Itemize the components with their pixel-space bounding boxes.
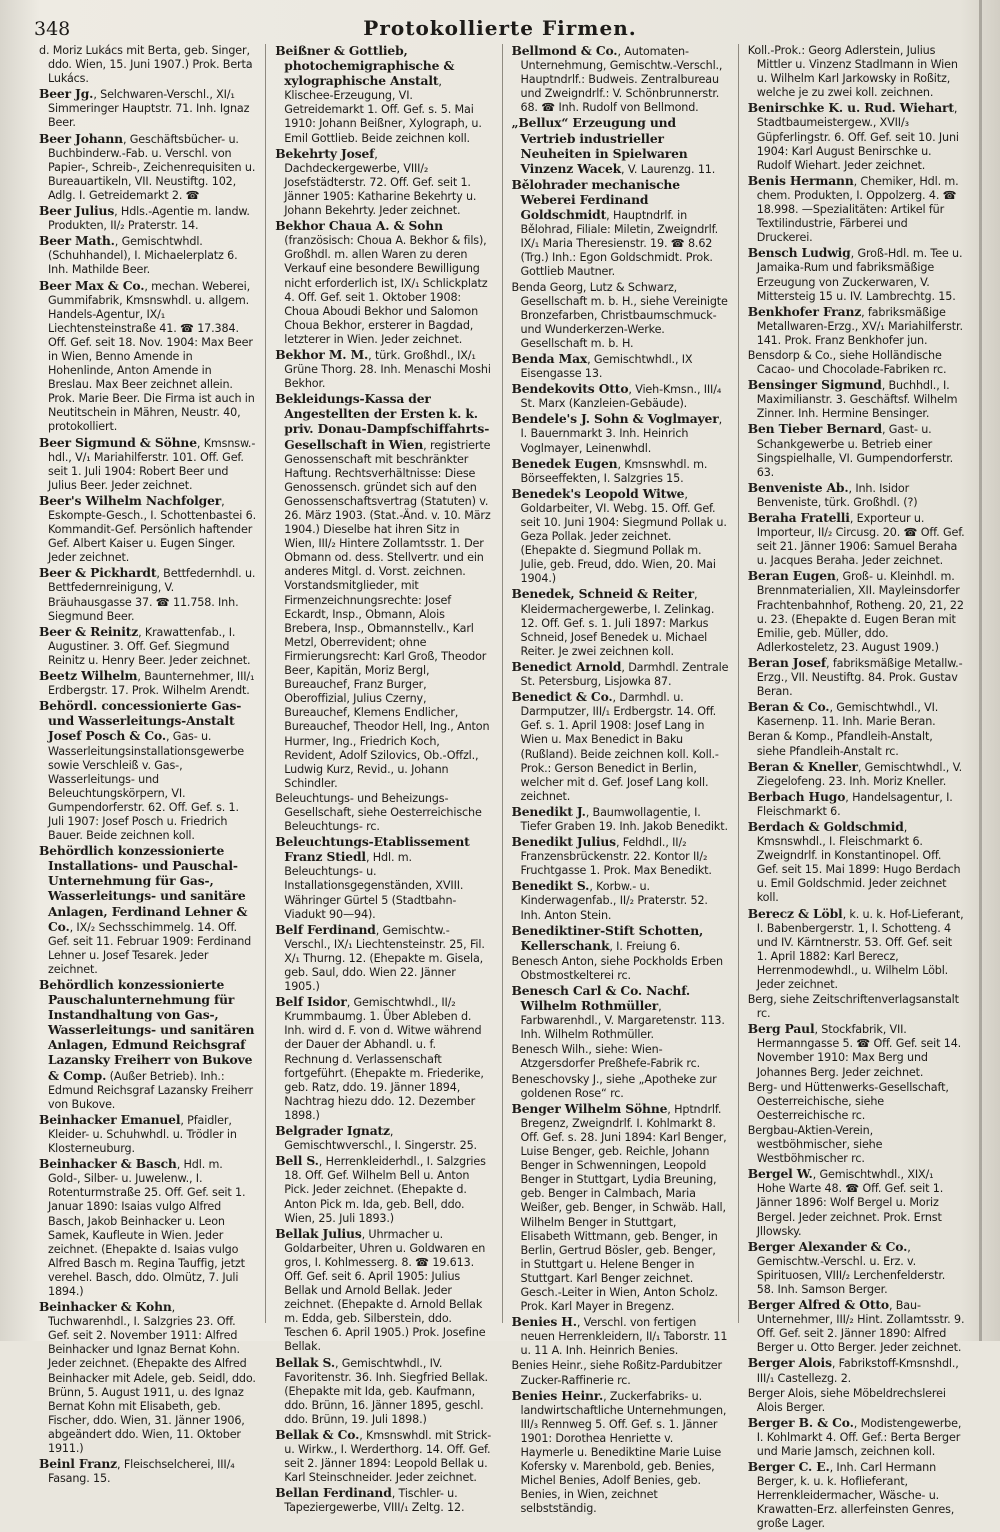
directory-entry (512, 1043, 729, 1071)
entry-details: , Selchwaren-Verschl., XI/₁ Simmeringer Hauptstr. 71. Inh. Ignaz Beer. (48, 88, 250, 130)
entry-details: Berger Alois, siehe Möbeldrechslerei Alois Berger. (747, 1386, 946, 1414)
entry-details: , Hptndrlf. Bregenz, Zweigndrlf. I. Kohlmarkt 8. Off. Gef. s. 28. Juni 1894: Karl Benger, Luise Benger, geb. Reichle, Johann Benger in Schwenningen, Leopold Benger in Stuttgart, Lydia Breuning, geb. Benger in Calmbach, Maria Weißer, geb. Benger, in Schwäb. Hall, Wilhelm Benger in Stuttgart, Elisabeth Wittmann, geb. Benger, in Berlin, Gertrud Bösler, geb. Benger, in Stuttgart u. Helene Benger in Stuttgart. Karl Benger zeichnet. Gesch.-Leiter in Wien, Anton Scholz. Prok. Karl Mayer in Bregenz. (520, 1102, 727, 1314)
directory-entry (512, 879, 729, 922)
entry-details: , Gemischtwhdl., XIX/₁ Hohe Warte 48. ☎ Off. Gef. seit 1. Jänner 1896: Wolf Bergel u. Moriz Bergel. Jeder zeichnet. Prok. Ernst Jllowsky. (756, 1168, 944, 1238)
column-3 (503, 43, 739, 1516)
firm-name: Bensch Ludwig (747, 245, 851, 261)
entry-details: d. Moriz Lukács mit Berta, geb. Singer, ddo. Wien, 15. Juni 1907.) Prok. Berta Lukács. (39, 44, 253, 86)
directory-entry (275, 792, 492, 834)
directory-entry (39, 699, 256, 843)
directory-entry (748, 1022, 965, 1079)
firm-name: Beinhacker & Kohn (39, 1299, 172, 1315)
firm-name: Bekleidungs-Kassa der Angestellten der Ersten k. k. priv. Donau-Dampfschiffahrts-Gesellschaft in Wien (275, 391, 490, 452)
firm-name: Bellak & Co. (275, 1427, 360, 1442)
firm-name: Beer Johann (39, 130, 123, 146)
entry-details: , Klischee-Erzeugung, VI. Getreidemarkt 1. Off. Gef. s. 5. Mai 1910: Johann Beißner, Xylograph, u. Emil Gottlieb. Beide zeichnen koll. (284, 75, 482, 145)
directory-entry (748, 790, 965, 819)
entry-details: , Gemischtwhdl., V. Ziegelofeng. 23. Inh. Moriz Kneller. (756, 760, 963, 788)
entry-details: , Gemischtwhdl. (Schuhhandel), I. Michaelerplatz 6. Inh. Mathilde Beer. (48, 235, 238, 277)
entry-details: , Buchhdl., I. Maximilianstr. 3. Geschäftsf. Wilhelm Zinner. Inh. Hermine Bensinger. (756, 379, 958, 421)
directory-entry (748, 1124, 965, 1166)
directory-entry (39, 625, 256, 668)
firm-name: Belgrader Ignatz (275, 1123, 390, 1139)
firm-name: Benedict Arnold (511, 658, 622, 674)
directory-entry (748, 349, 965, 377)
firm-name: Belf Ferdinand (275, 921, 376, 937)
firm-name: Bellak S. (275, 1354, 335, 1370)
entry-details: , Stockfabrik, VII. Hermanngasse 5. ☎ Off. Gef. seit 14. November 1910: Max Berg und Johannes Berg. Jeder zeichnet. (756, 1023, 962, 1079)
entry-details: , k. u. k. Hof-Lieferant, I. Babenbergerstr. 1, I. Schotteng. 4 und IV. Kärntnerstr. 53. Off. Gef. seit 1. April 1882: Karl Berecz, Herrenmodewhdl., u. Wilhelm Löbl. Jeder zeichnet. (756, 907, 964, 991)
firm-name: Benkhofer Franz (747, 303, 862, 319)
directory-entry (512, 44, 729, 115)
entry-details: , Exporteur u. Importeur, II/₂ Circusg. 20. ☎ Off. Gef. seit 21. Jänner 1906: Samuel Beraha u. Jacques Beraha. Jeder zeichnet. (756, 512, 965, 568)
entry-details: , Chemiker, Hdl. m. chem. Produkten, I. Oppolzerg. 4. ☎ 18.998. —Spezialitäten: Artikel für Textilindustrie, Färberei und Druckerei. (756, 174, 959, 245)
entry-details: , Gemischtwhdl., VI. Kasernenp. 11. Inh. Marie Beran. (756, 701, 939, 729)
entry-details: , Groß-Hdl. m. Tee u. Jamaika-Rum und fabriksmäßige Erzeugung von Zuckerwaren, V. Mittersteig 15 u. IV. Lambrechtg. 15. (756, 247, 963, 303)
directory-entry (275, 1227, 492, 1355)
entry-details: , Gas- u. Wasserleitungsinstallationsgewerbe sowie Verschleiß v. Gas-, Wasserleitungs- und Beleuchtungskörpern, VI. Gumpendorferstr. 62. Off. Gef. s. 1. Juli 1907: Josef Posch u. Friedrich Bauer. Beide zeichnen koll. (48, 730, 245, 843)
entry-details: , fabriksmäßige Metallw.-Erzg., VII. Neustiftg. 84. Prok. Gustav Beran. (756, 656, 963, 699)
page-header (34, 14, 966, 44)
entry-details: , Goldarbeiter, VI. Webg. 15. Off. Gef. seit 10. Juni 1904: Siegmund Pollak u. Geza Pollak. Jeder zeichnet. (Ehepakte d. Siegmund Pollak m. Julie, geb. Freud, ddo. Wien, 20. Mai 1904.) (520, 487, 727, 586)
entry-details: , Groß- u. Kleinhdl. m. Brennmaterialien, XII. Mayleinsdorfer Frachtenbahnhof, Rotheng. 20, 21, 22 u. 23. (Ehepakte d. Eugen Beran mit Emilie, geb. Müller, ddo. Adlerkosteletz, 23. August 1909.) (756, 570, 964, 654)
directory-entry (748, 569, 965, 655)
firm-name: Benies Heinr. (511, 1387, 604, 1403)
firm-name: Bekhor Chaua A. & Sohn (275, 218, 443, 234)
entry-details: , mechan. Weberei, Gummifabrik, Kmsnswhdl. u. allgem. Handels-Agentur, IX/₁ Liechtensteinstraße 41. ☎ 17.384. Off. Gef. seit 18. Nov. 1904: Max Beer in Wien, Benno Amende in Hohenlinde, Anton Amende in Breslau. Max Beer zeichnet allein. Prok. Marie Beer. Die Firma ist auch in Neutitschein in Mähren, Neustr. 40, protokolliert. (48, 279, 255, 434)
firm-name: Bell S. (275, 1153, 319, 1169)
firm-name: Beran & Kneller (747, 758, 858, 774)
directory-entry (39, 1457, 256, 1486)
directory-entry (275, 995, 492, 1123)
entry-details: , Pfaidler, Kleider- u. Schuhwhdl. u. Trödler in Klosterneuburg. (48, 1113, 237, 1156)
directory-entry (748, 820, 965, 906)
entry-details: , registrierte Genossenschaft mit beschränkter Haftung. Rechtsverhältnisse: Diese Genossensch. gründet sich auf den Genossenschaftsvertrag (Statuten) v. 26. März 1903. (Stat.-Änd. v. 10. März 1904.) Dieselbe hat ihren Sitz in Wien, III/₂ Hintere Zollamtsstr. 1. Der Obmann od. dess. Stellvertr. und ein anderes Mitgl. d. Vorst. zeichnen. Vorstandsmitglieder, mit Firmenzeichnungsrechte: Josef Eckardt, Insp., Obmann, Alois Brebera, Insp., Obmannstellv., Karl Metzl, Oberrevident; ohne Firmierungsrecht: Karl Groß, Theodor Beer, Kapitän, Moriz Bergl, Bureauchef, Franz Burger, Oberoffizial, Julius Czerny, Bureauchef, Klemens Endlicher, Bureauchef, Theodor Hell, Ing., Anton Hurmer, Ing., Friedrich Koch, Revident, Adolf Szilovics, Ob.-Offzl., Ludwig Kurz, Revid., u. Johann Schindler. (284, 438, 491, 790)
directory-entry (748, 1167, 965, 1238)
firm-name: Berger Alexander & Co. (747, 1238, 908, 1254)
entry-details: Benda Georg, Lutz & Schwarz, Gesellschaft m. b. H., siehe Vereinigte Bronzefarben, Christbaumschmuck- und Wunderkerzen-Werke. Gesellschaft m. b. H. (511, 280, 728, 350)
entry-details: Benesch Wilh., siehe: Wien-Atzgersdorfer Preßhefe-Fabrik rc. (511, 1043, 701, 1071)
entry-details: , Farbwarenhdl., V. Margaretenstr. 113. Inh. Wilhelm Rothmüller. (520, 1000, 725, 1042)
firm-name: Bellak Julius (275, 1225, 362, 1241)
directory-entry (275, 348, 492, 391)
directory-entry (275, 1124, 492, 1153)
page-edge-shadow (979, 0, 982, 1341)
firm-name: Benedikt S. (511, 878, 590, 894)
directory-entry (275, 147, 492, 218)
firm-name: Benedek, Schneid & Reiter (511, 586, 694, 602)
firm-name: Beer Math. (39, 233, 115, 249)
directory-entry (39, 279, 256, 435)
firm-name: Beinhacker Emanuel (39, 1111, 181, 1127)
firm-name: Beer's Wilhelm Nachfolger (39, 492, 222, 508)
directory-entry (748, 1460, 965, 1531)
firm-name: Benedek's Leopold Witwe (511, 485, 685, 501)
firm-name: Beer Sigmund & Söhne (39, 434, 197, 450)
directory-entry (748, 760, 965, 789)
entry-details: , Korbw.- u. Kinderwagenfab., II/₂ Praterstr. 52. Inh. Anton Stein. (520, 880, 708, 922)
columns (30, 43, 974, 1531)
directory-entry (39, 1157, 256, 1299)
entry-details: , Kmsnsw.-hdl., V/₁ Mariahilferstr. 101. Off. Gef. seit 1. Juli 1904: Robert Beer und Julius Beer. Jeder zeichnet. (48, 436, 256, 492)
entry-details: , Geschäftsbücher- u. Buchbinderw.-Fab. u. Verschl. von Papier-, Schreib-, Zeichenrequisiten u. Bureauartikeln, VII. Neustiftg. 102, Adlg. I. Getreidemarkt 2. ☎ (48, 132, 256, 202)
directory-entry (748, 174, 965, 245)
entry-details: , Gemischtw.-Verschl., IX/₁ Liechtensteinstr. 25, Fil. X/₁ Thurng. 12. (Ehepakte m. Gisela, geb. Saul, ddo. Wien 22. Jänner 1905.) (284, 923, 485, 994)
firm-name: Bendekovits Otto (511, 381, 629, 397)
directory-entry (748, 378, 965, 421)
entry-details: , I. Freiung 6. (609, 939, 681, 953)
firm-name: Behördlich konzessionierte Pauschalunternehmung für Instandhaltung von Gas-, Wasserleitungs- und sanitären Anlagen, Edmund Reichsgraf Lazansky Freiherr von Bukove & Comp. (39, 977, 255, 1083)
firm-name: „Bellux“ Erzeugung und Vertrieb industrieller Neuheiten in Spielwaren Vinzenz Wacek (511, 115, 688, 176)
directory-entry (748, 1416, 965, 1459)
directory-entry (748, 305, 965, 348)
directory-entry (512, 1073, 729, 1101)
directory-entry (512, 805, 729, 834)
firm-name: Bergel W. (747, 1166, 813, 1182)
directory-entry (39, 566, 256, 623)
firm-name: Beer Jg. (39, 86, 94, 102)
directory-entry (275, 1154, 492, 1225)
firm-name: Bekhor M. M. (275, 346, 369, 362)
firm-name: Benda Max (511, 350, 588, 366)
entry-details: , Gemischtwhdl., IX Eisengasse 13. (520, 352, 693, 381)
entry-details: , Dachdeckergewerbe, VIII/₂ Josefstädterstr. 72. Off. Gef. seit 1. Jänner 1905: Katharine Bekehrty u. Johann Bekehrty. Jeder zeichnet. (284, 147, 477, 218)
firm-name: Behördl. concessionierte Gas- und Wasserleitungs-Anstalt Josef Posch & Co. (39, 698, 242, 744)
directory-entry (748, 1356, 965, 1385)
entry-details: , Gemischtwhdl., IV. Favoritenstr. 36. Inh. Siegfried Bellak. (Ehepakte mit Ida, geb. Kaufmann, ddo. Brünn, 16. Jänner 1895, geschl. ddo. Brünn, 19. Juli 1898.) (284, 1356, 488, 1426)
firm-name: Beinhacker & Basch (39, 1156, 177, 1172)
directory-entry (275, 1428, 492, 1485)
entry-details: (französisch: Choua A. Bekhor & fils), Großhdl. m. allen Waren zu deren Verkauf eine besondere Bewilligung nicht erforderlich ist, IX/₁ Schlickplatz 4. Off. Gef. seit 1. Oktober 1908: Choua Aboudi Bekhor und Salomon Choua Bekhor, ersterer in Bagdad, letzterer in Wien. Jeder zeichnet. (284, 234, 488, 346)
directory-entry (275, 923, 492, 994)
directory-entry (512, 116, 729, 176)
entry-details: Benesch Anton, siehe Pockholds Erben Obstmostkelterei rc. (511, 954, 723, 982)
directory-entry (512, 1102, 729, 1314)
firm-name: Beer Max & Co. (39, 277, 145, 293)
firm-name: Bellmond & Co. (511, 43, 618, 58)
directory-entry (39, 87, 256, 130)
directory-entry (39, 494, 256, 565)
directory-entry (39, 132, 256, 203)
entry-details: Koll.-Prok.: Georg Adlerstein, Julius Mittler u. Vinzenz Stadlmann in Wien u. Wilhelm Karl Jarkowsky in Roßitz, welche je zu zwei koll. zeichnen. (747, 44, 958, 100)
directory-entry (39, 1300, 256, 1456)
entry-details: , Fabrikstoff-Kmsnshdl., III/₁ Castellezg. 2. (756, 1357, 959, 1385)
directory-entry (512, 457, 729, 486)
directory-entry (512, 587, 729, 658)
page-number: 348 (34, 18, 71, 40)
entry-details: , Kmsnswhdl., I. Fleischmarkt 6. Zweigndrlf. in Konstantinopel. Off. Gef. seit 15. Mai 1899: Hugo Berdach u. Emil Goldschmid. Jeder zeichnet koll. (756, 820, 961, 905)
firm-name: Benediktiner-Stift Schotten, Kellerschank (511, 922, 704, 953)
directory-entry (39, 204, 256, 233)
firm-name: Beraha Fratelli (747, 510, 850, 525)
entry-details: , Baumwollagentie, I. Tiefer Graben 19. Inh. Jakob Benedikt. (520, 805, 728, 833)
entry-details: (Außer Betrieb). Inh.: Edmund Reichsgraf Lazansky Freiherr von Bukove. (48, 1069, 253, 1111)
entry-details: , Uhrmacher u. Goldarbeiter, Uhren u. Goldwaren en gros, I. Kohlmesserg. 8. ☎ 19.613. Off. Gef. seit 6. April 1905: Julius Bellak und Arnold Bellak. Jeder zeichnet. (Ehepakte d. Arnold Bellak m. Edda, geb. Silberstein, ddo. Teschen 6. April 1905.) Prok. Josefine Bellak. (284, 1227, 486, 1354)
directory-entry (512, 690, 729, 804)
directory-entry (275, 44, 492, 146)
entry-details: Beneschovsky J., siehe „Apotheke zur goldenen Rose“ rc. (511, 1072, 717, 1100)
firm-name: Beer & Pickhardt (39, 565, 157, 581)
entry-details: , Fleischselcherei, III/₄ Fasang. 15. (48, 1458, 235, 1486)
entry-details: Bergbau-Aktien-Verein, westböhmischer, siehe Westböhmischer rc. (747, 1123, 883, 1166)
directory-entry (512, 924, 729, 954)
entry-details: , fabriksmäßige Metallwaren-Erzg., XV/₁ Mariahilferstr. 141. Prok. Franz Benkhofer jun. (756, 305, 963, 347)
entry-details: , Gemischtwhdl., II/₂ Krummbaumg. 1. Über Ableben d. Inh. wird d. F. von d. Witwe während der Dauer der Abhandl. u. f. Rechnung d. Verlassenschaft fortgeführt. (Ehepakte m. Friederike, geb. Ratz, ddo. 19. Jänner 1894, Nachtrag hiezu ddo. 12. Dezember 1898.) (284, 996, 484, 1122)
directory-entry (512, 178, 729, 280)
directory-entry (39, 669, 256, 698)
entry-details: Beran & Komp., Pfandleih-Anstalt, siehe Pfandleih-Anstalt rc. (747, 730, 933, 758)
entry-details: Benies Heinr., siehe Roßitz-Pardubitzer Zucker-Raffinerie rc. (511, 1359, 722, 1387)
entry-details: , Kmsnswhdl. m. Börseeffekten, I. Salzgries 15. (520, 457, 708, 485)
entry-details: , Stadtbaumeistergew., XVII/₃ Güpferlingstr. 6. Off. Gef. seit 10. Juni 1904: Karl August Benirschke u. Rudolf Wiehart. Jeder zeichnet. (756, 102, 959, 172)
directory-entry (512, 352, 729, 381)
entry-details: , Gast- u. Schankgewerbe u. Betrieb einer Singspielhalle, VI. Gumpendorferstr. 63. (756, 423, 954, 479)
directory-entry (748, 1081, 965, 1123)
directory-entry (512, 955, 729, 983)
entry-details: , Verschl. von fertigen neuen Herrenkleidern, II/₁ Taborstr. 11 u. 11 A. Inh. Heinrich Benies. (520, 1316, 728, 1358)
entry-details: , Vieh-Kmsn., III/₄ St. Marx (Kanzleien-Gebäude). (520, 383, 722, 411)
entry-details: , Handelsagentur, I. Fleischmarkt 6. (756, 790, 953, 818)
column-4 (739, 44, 974, 1531)
entry-details: , I. Bauernmarkt 3. Inh. Heinrich Voglmayer, Leinenwhdl. (520, 413, 722, 455)
firm-name: Berbach Hugo (747, 788, 846, 804)
directory-entry (748, 907, 965, 993)
column-2 (266, 43, 502, 1515)
entry-details: , Modistengewerbe, I. Kohlmarkt 4. Off. Gef.: Berta Berger und Marie Jamsch, zeichnen koll. (756, 1416, 962, 1458)
entry-details: , Krawattenfab., I. Augustiner. 3. Off. Gef. Siegmund Reinitz u. Henry Beer. Jeder zeichnet. (48, 625, 251, 667)
firm-name: Bensinger Sigmund (747, 377, 882, 393)
entry-details: , Darmhdl. u. Darmputzer, III/₁ Erdbergstr. 14. Off. Gef. s. 1. April 1908: Josef Lang in Wien u. Max Benedict in Baku (Rußland). Beide zeichnen koll. Koll.-Prok.: Gerson Benedict in Berlin, welcher mit d. Gef. Josef Lang koll. zeichnet. (520, 691, 719, 803)
directory-entry (512, 1359, 729, 1387)
entry-details: , Tischler- u. Tapeziergewerbe, VIII/₁ Zeltg. 12. (284, 1487, 465, 1515)
entry-details: , türk. Großhdl., IX/₁ Grüne Thorg. 28. Inh. Menaschi Moshi Bekhor. (284, 348, 491, 391)
directory-entry (748, 44, 965, 100)
entry-details: , Baunternehmer, III/₁ Erdbergstr. 17. Prok. Wilhelm Arendt. (48, 670, 255, 698)
firm-name: Beran Josef (747, 654, 827, 670)
firm-name: Benirschke K. u. Rud. Wiehart (747, 100, 954, 116)
directory-entry (748, 656, 965, 699)
directory-entry (748, 1240, 965, 1297)
entry-details: , Kmsnswhdl. mit Strick- u. Wirkw., I. Werderthorg. 14. Off. Gef. seit 2. Jänner 1894: Leopold Bellak u. Karl Steinschneider. Jeder zeichnet. (284, 1429, 492, 1485)
entry-details: Beleuchtungs- und Beheizungs-Gesellschaft, siehe Oesterreichische Beleuchtungs- rc. (275, 791, 482, 834)
directory-entry (512, 281, 729, 351)
entry-details: , Hdl. m. Beleuchtungs- u. Installationsgegenständen, XVIII. Währinger Gürtel 5 (Stadtbahn-Viadukt 90—94). (284, 851, 464, 921)
firm-name: Berger Alois (747, 1355, 832, 1371)
firm-name: Berecz & Löbl (747, 905, 843, 921)
page-title: Protokollierte Firmen. (363, 16, 637, 40)
firm-name: Benedikt Julius (511, 834, 616, 850)
directory-entry (748, 1387, 965, 1415)
directory-entry (748, 700, 965, 729)
entry-details: , V. Laurenzg. 11. (621, 162, 716, 176)
directory-entry (39, 978, 256, 1112)
firm-name: Benger Wilhelm Söhne (511, 1100, 668, 1116)
directory-entry (275, 1486, 492, 1515)
directory-entry (748, 101, 965, 172)
entry-details: , Eskompte-Gesch., I. Schottenbastei 6. Kommandit-Gef. Persönlich haftender Gef. Albert Kaiser u. Eugen Singer. Jeder zeichnet. (48, 494, 257, 565)
firm-name: Berger B. & Co. (747, 1414, 854, 1430)
entry-details: , Darmhdl. Zentrale St. Petersburg, Lisjowka 87. (520, 660, 729, 689)
entry-details: , Tuchwarenhdl., I. Salzgries 23. Off. Gef. seit 2. November 1911: Alfred Beinhacker und Ignaz Bernat Kohn. Jeder zeichnet. (Ehepakte des Alfred Beinhacker mit Adele, geb. Seidl, ddo. Brünn, 5. August 1911, u. des Ignaz Bernat Kohn mit Elisabeth, geb. Fischer, ddo. Wien, 31. Jänner 1906, abgeändert ddo. Wien, 11. Oktober 1911.) (48, 1301, 256, 1455)
directory-entry (39, 844, 256, 977)
column-1 (30, 44, 266, 1486)
firm-name: Berdach & Goldschmid (747, 818, 904, 834)
entry-details: , Hdls.-Agentie m. landw. Produkten, II/₂ Praterstr. 14. (48, 205, 250, 233)
firm-name: Behördlich konzessionierte Installations- und Pauschal-Unternehmung für Gas-, Wasserleitungs- und sanitäre Anlagen, Ferdinand Lehner & Co. (39, 843, 248, 934)
firm-name: Belf Isidor (275, 994, 347, 1010)
directory-entry (39, 1113, 256, 1156)
directory-entry (748, 1298, 965, 1355)
directory-entry (748, 422, 965, 479)
firm-name: Ben Tieber Bernard (747, 421, 882, 437)
entry-details: , Gemischtw.-Verschl. u. Erz. v. Spirituosen, VIII/₂ Lerchenfelderstr. 58. Inh. Samson Berger. (756, 1240, 946, 1296)
firm-name: Benedict & Co. (511, 689, 613, 705)
firm-name: Bendele's J. Sohn & Voglmayer (511, 411, 719, 427)
entry-details: , Inh. Carl Hermann Berger, k. u. k. Hoflieferant, Herrenkleidermacher, Wäsche- u. Krawatten-Erz. allerfeinsten Genres, große Lager. (756, 1461, 955, 1531)
directory-entry (512, 412, 729, 455)
firm-name: Beetz Wilhelm (39, 668, 138, 684)
directory-entry (512, 1389, 729, 1517)
firm-name: Berger C. E. (747, 1459, 830, 1475)
entry-details: , Automaten-Unternehmung, Gemischtw.-Verschl., Hauptndrlf.: Budweis. Zentralbureau und Zweigndrlf.: V. Schönbrunnerstr. 68. ☎ Inh. Rudolf von Bellmond. (520, 45, 723, 115)
directory-entry (39, 234, 256, 277)
directory-entry (748, 730, 965, 758)
firm-name: Bekehrty Josef (275, 145, 375, 161)
directory-entry (512, 835, 729, 878)
firm-name: Benedikt J. (511, 803, 586, 819)
directory-entry (512, 1315, 729, 1358)
firm-name: Benies H. (511, 1314, 577, 1330)
directory-entry (39, 436, 256, 493)
directory-entry (512, 984, 729, 1042)
directory-entry (275, 219, 492, 347)
entry-details: Berg- und Hüttenwerks-Gesellschaft, Oesterreichische, siehe Oesterreichische rc. (747, 1080, 949, 1122)
entry-details: , Feldhdl., II/₂ Franzensbrückenstr. 22. Kontor II/₂ Fruchtgasse 1. Prok. Max Benedikt. (520, 836, 712, 878)
firm-name: Beleuchtungs-Etablissement Franz Stiedl (275, 834, 470, 865)
firm-name: Berger Alfred & Otto (747, 1297, 889, 1313)
entry-details: , Bettfedernhdl. u. Bettfedernreinigung, V. Bräuhausgasse 37. ☎ 11.758. Inh. Siegmund Beer. (48, 567, 256, 623)
entry-details: , Inh. Isidor Benveniste, türk. Großhdl. (?) (756, 481, 918, 509)
entry-details: , Hdl. m. Gold-, Silber- u. Juwelenw., I. Rotenturmstraße 25. Off. Gef. seit 1. Januar 1890: Isaias vulgo Alfred Basch, Jakob Beinhacker u. Leon Samek, Kaufleute in Wien. Jeder zeichnet. (Ehepakte d. Isaias vulgo Alfred Basch m. Regina Tauffig, jetzt verehel. Basch, ddo. Olmütz, 7. Juli 1894.) (48, 1158, 246, 1298)
entry-details: , Herrenkleiderhdl., I. Salzgries 18. Off. Gef. Wilhelm Bell u. Anton Pick. Jeder zeichnet. (Ehepakte d. Anton Pick m. Ida, geb. Bell, ddo. Wien, 25. Juli 1893.) (284, 1155, 486, 1225)
firm-name: Benesch Carl & Co. Nachf. Wilhelm Rothmüller (511, 983, 691, 1014)
firm-name: Berg Paul (747, 1021, 815, 1037)
firm-name: Benveniste Ab. (747, 479, 849, 495)
directory-entry (512, 382, 729, 411)
firm-name: Beran Eugen (747, 568, 836, 584)
directory-entry (512, 660, 729, 689)
entry-details: Berg, siehe Zeitschriftenverlagsanstalt rc. (747, 993, 959, 1021)
entry-details: , Gemischtwverschl., I. Singerstr. 25. (284, 1125, 477, 1153)
firm-name: Bělohrader mechanische Weberei Ferdinand Goldschmidt (511, 176, 680, 223)
directory-entry (748, 481, 965, 510)
firm-name: Beinl Franz (39, 1456, 118, 1472)
firm-name: Benis Hermann (747, 172, 854, 188)
firm-name: Bellan Ferdinand (275, 1485, 392, 1501)
directory-entry (748, 993, 965, 1021)
entry-details: , IX/₂ Sechsschimmelg. 14. Off. Gef. seit 11. Februar 1909: Ferdinand Lehner u. Josef Tesarek. Jeder zeichnet. (48, 920, 252, 976)
directory-entry (39, 44, 256, 86)
directory-entry (275, 835, 492, 922)
firm-name: Beer & Reinitz (39, 623, 139, 639)
directory-entry (748, 511, 965, 568)
firm-name: Beer Julius (39, 203, 115, 219)
entry-details: , Hauptndrlf. in Bělohrad, Filiale: Miletin, Zweigndrlf. IX/₁ Maria Theresienstr. 19. ☎ 8.62 (Trg.) Inh.: Egon Goldschmidt. Prok. Gottlieb Mautner. (520, 209, 718, 279)
firm-name: Benedek Eugen (511, 455, 618, 471)
directory-entry (275, 392, 492, 791)
entry-details: Bensdorp & Co., siehe Holländische Cacao- und Chocolade-Fabriken rc. (747, 348, 947, 377)
entry-details: , Zuckerfabriks- u. landwirtschaftliche Unternehmungen, III/₃ Rennweg 5. Off. Gef. s. 1. Jänner 1901: Dorothea Henriette v. Haymerle u. Benediktine Marie Luise Kofersky v. Marenbold, geb. Benies, Michel Benies, Adolf Benies, geb. Benies, in Wien, zeichnet selbstständig. (520, 1389, 727, 1516)
directory-entry (748, 246, 965, 303)
directory-entry (275, 1356, 492, 1427)
directory-entry (512, 487, 729, 587)
firm-name: Beran & Co. (747, 699, 830, 715)
firm-name: Beißner & Gottlieb, photochemigraphische & xylographische Anstalt (275, 43, 455, 89)
entry-details: , Kleidermachergewerbe, I. Zelinkag. 12. Off. Gef. s. 1. Juli 1897: Markus Schneid, Josef Benedek u. Michael Reiter. Je zwei zeichnen koll. (520, 588, 715, 658)
entry-details: , Bau-Unternehmer, III/₂ Hint. Zollamtsstr. 9. Off. Gef. seit 2. Jänner 1890: Alfred Berger u. Otto Berger. Jeder zeichnet. (756, 1299, 965, 1355)
